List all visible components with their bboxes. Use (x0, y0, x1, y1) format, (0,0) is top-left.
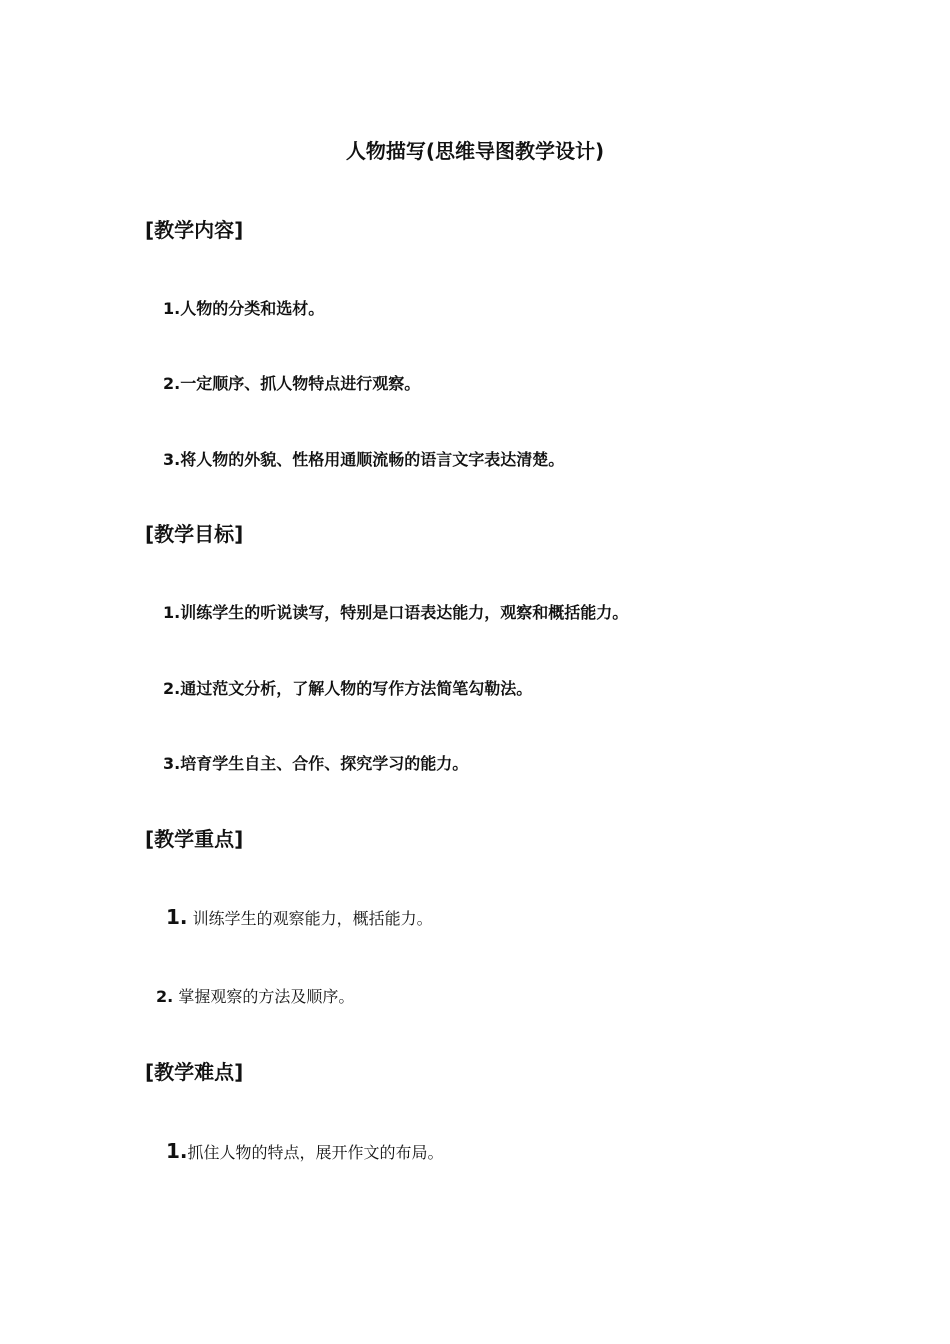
section-heading-difficulties: [教学难点] (145, 1060, 244, 1084)
key-point-item-1-text: 训练学生的观察能力，概括能力。 (192, 909, 433, 928)
key-point-item-1 (166, 905, 433, 931)
difficulty-item-1-text: 抓住人物的特点，展开作文的布局。 (187, 1143, 444, 1162)
document-title: 人物描写(思维导图教学设计) (345, 139, 605, 163)
content-item-2: 2.一定顺序、抓人物特点进行观察。 (163, 374, 421, 393)
objective-item-2: 2.通过范文分析，了解人物的写作方法简笔勾勒法。 (163, 679, 533, 698)
objective-item-1: 1.训练学生的听说读写，特别是口语表达能力，观察和概括能力。 (163, 603, 629, 622)
objective-item-3: 3.培育学生自主、合作、探究学习的能力。 (163, 754, 469, 773)
key-point-item-1-number: 1. (166, 905, 188, 929)
content-item-1: 1.人物的分类和选材。 (163, 299, 325, 318)
section-heading-objectives: [教学目标] (145, 522, 244, 546)
section-heading-key-points: [教学重点] (145, 827, 244, 851)
content-item-3: 3.将人物的外貌、性格用通顺流畅的语言文字表达清楚。 (163, 450, 565, 469)
key-point-item-2 (156, 985, 354, 1009)
key-point-item-2-text: 掌握观察的方法及顺序。 (178, 987, 355, 1006)
key-point-item-2-number: 2. (156, 987, 174, 1006)
difficulty-item-1 (166, 1139, 444, 1165)
difficulty-item-1-number: 1. (166, 1139, 188, 1163)
section-heading-content: [教学内容] (145, 218, 244, 242)
